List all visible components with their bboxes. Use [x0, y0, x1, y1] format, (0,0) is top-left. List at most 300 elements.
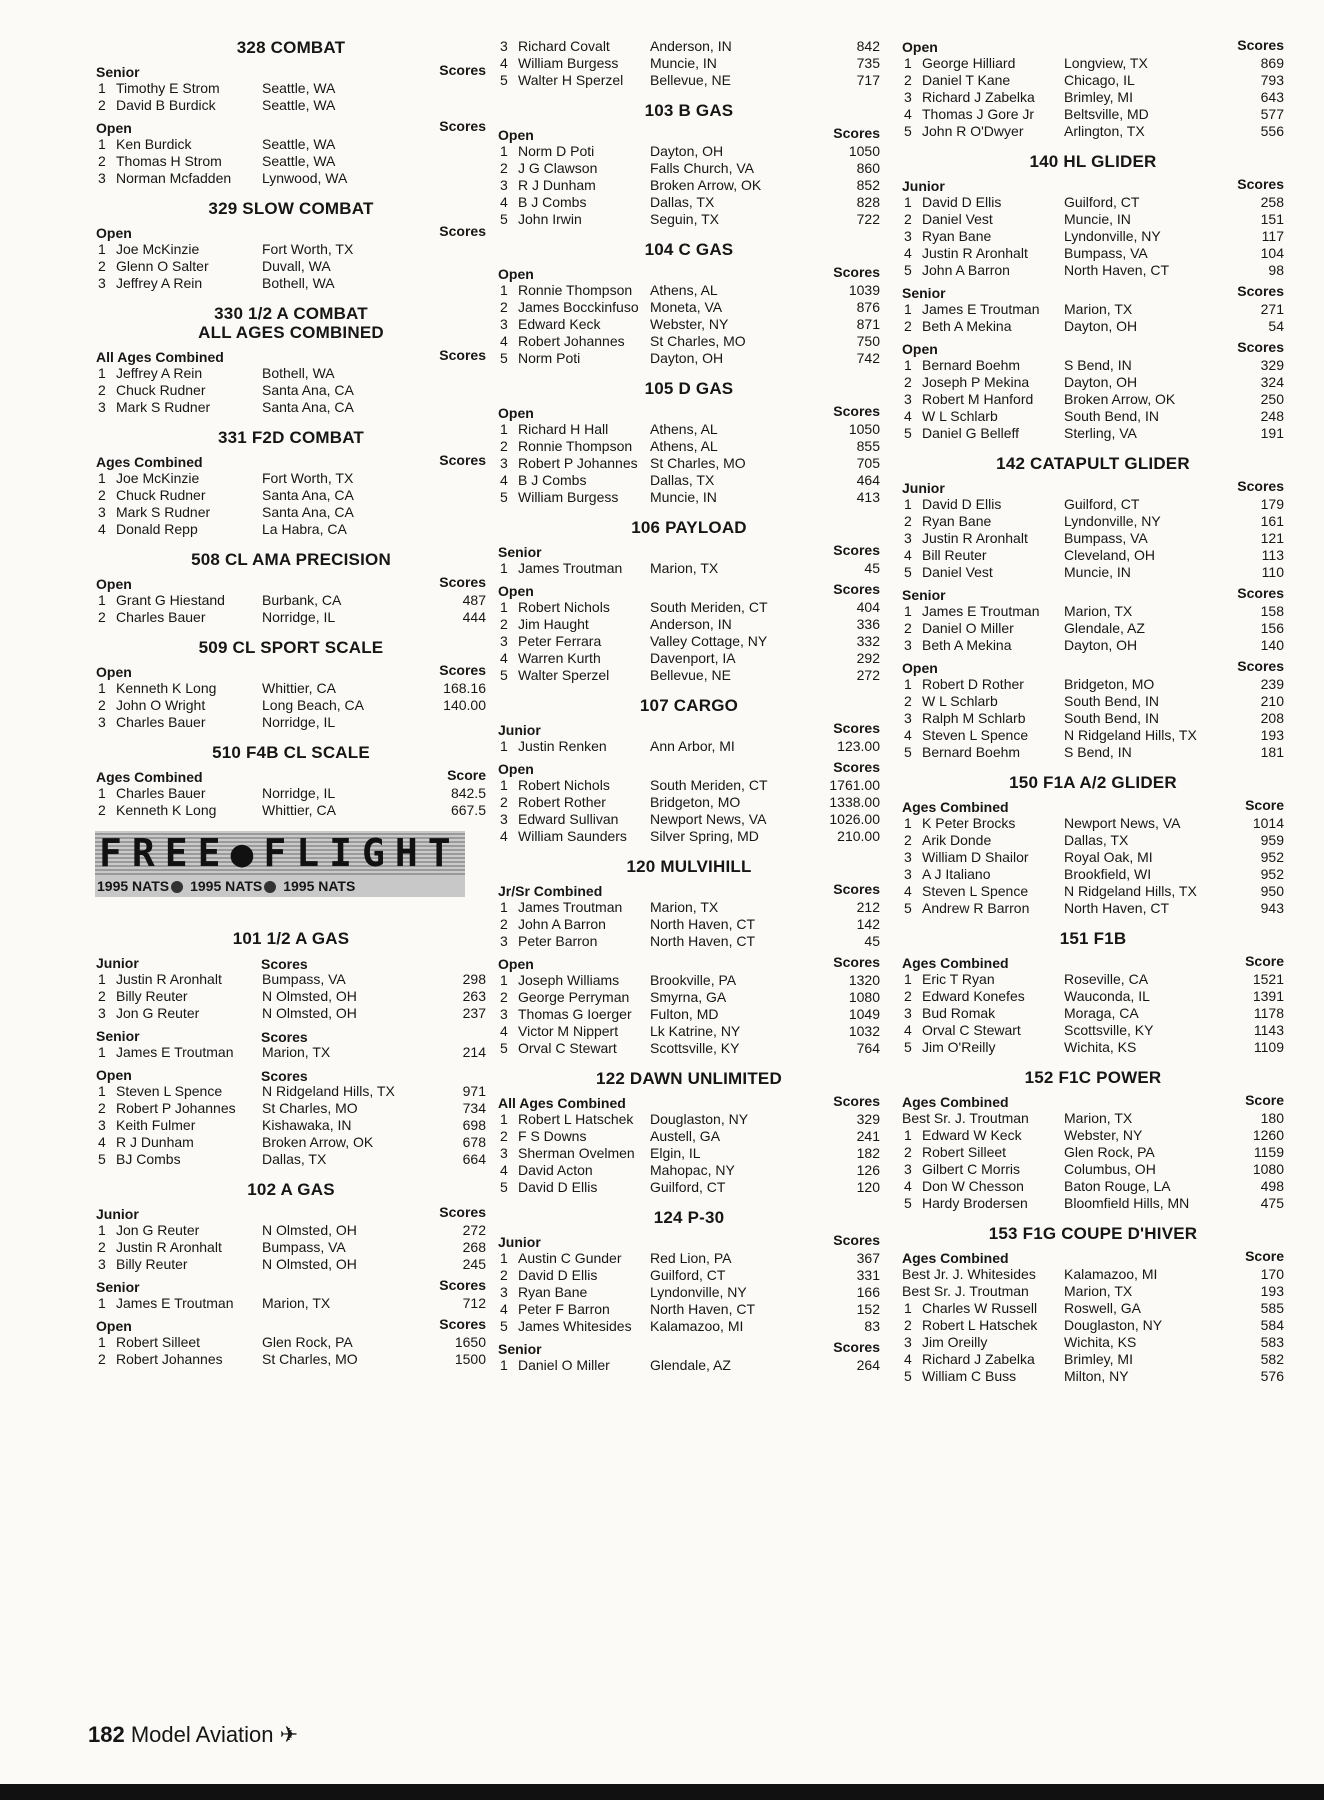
- scores-header: Scores: [833, 125, 880, 141]
- place: 5: [904, 123, 912, 139]
- score: 268: [462, 1239, 486, 1255]
- hometown: Bloomfield Hills, MN: [1064, 1195, 1190, 1211]
- score: 264: [856, 1357, 880, 1373]
- score: 971: [462, 1083, 486, 1099]
- competitor-name: Ryan Bane: [922, 228, 992, 244]
- event-section-122-dawn-unlimited: [498, 1069, 880, 1196]
- result-row: [902, 245, 1284, 262]
- score: 722: [856, 211, 880, 227]
- result-row: [498, 599, 880, 616]
- place: 5: [904, 1368, 912, 1384]
- event-section-329-slow-combat: [96, 199, 486, 292]
- hometown: Milton, NY: [1064, 1368, 1129, 1384]
- class-group-open: [902, 38, 1284, 140]
- hometown: N Ridgeland Hills, TX: [262, 1083, 395, 1099]
- score: 712: [462, 1295, 486, 1311]
- event-section-510-f4b-cl-scale: [96, 743, 486, 819]
- scores-header: Score: [447, 767, 486, 783]
- result-row: [498, 421, 880, 438]
- class-group-open: [498, 404, 880, 506]
- place: 3: [904, 866, 912, 882]
- place: 2: [904, 693, 912, 709]
- competitor-name: Bernard Boehm: [922, 357, 1021, 373]
- place: 2: [98, 487, 106, 503]
- class-header: [96, 575, 486, 592]
- result-row: [902, 676, 1284, 693]
- place: 5: [500, 667, 508, 683]
- place: 3: [904, 1161, 912, 1177]
- score: 126: [856, 1162, 880, 1178]
- score: 98: [1268, 262, 1284, 278]
- place: 2: [500, 616, 508, 632]
- score: 158: [1260, 603, 1284, 619]
- competitor-name: Richard Covalt: [518, 38, 610, 54]
- event-section-330-1-2-a-combat-all-ages-combined: [96, 304, 486, 416]
- place: 3: [98, 1117, 106, 1133]
- hometown: Brookville, PA: [650, 972, 737, 988]
- class-label: Open: [498, 405, 534, 421]
- competitor-name: John Irwin: [518, 211, 582, 227]
- scores-header: Scores: [261, 956, 308, 972]
- result-row: [498, 1267, 880, 1284]
- competitor-name: Daniel Vest: [922, 211, 993, 227]
- event-title: 124 P-30: [653, 1208, 725, 1227]
- class-header: [902, 38, 1284, 55]
- event-title: 103 B GAS: [644, 101, 734, 120]
- scores-header: Scores: [833, 1093, 880, 1109]
- event-title: 152 F1C POWER: [1024, 1068, 1162, 1087]
- place: 3: [904, 1334, 912, 1350]
- place: 3: [98, 275, 106, 291]
- competitor-name: William C Buss: [922, 1368, 1017, 1384]
- event-section-105-d-gas: [498, 379, 880, 506]
- competitor-name: Eric T Ryan: [922, 971, 995, 987]
- score: 142: [856, 916, 880, 932]
- event-section-124-p-30: [498, 1208, 880, 1374]
- hometown: Marion, TX: [1064, 1283, 1133, 1299]
- score: 168.16: [443, 680, 486, 696]
- hometown: Roswell, GA: [1064, 1300, 1142, 1316]
- hometown: North Haven, CT: [650, 933, 756, 949]
- hometown: N Ridgeland Hills, TX: [1064, 727, 1197, 743]
- competitor-name: Robert L Hatschek: [518, 1111, 634, 1127]
- score: 271: [1260, 301, 1284, 317]
- class-label: Junior: [96, 955, 139, 971]
- place: 2: [98, 153, 106, 169]
- place: 1: [500, 1357, 508, 1373]
- event-title: 508 CL AMA PRECISION: [191, 550, 391, 569]
- score: 487: [462, 592, 486, 608]
- result-row: [902, 1317, 1284, 1334]
- competitor-name: John A Barron: [518, 916, 606, 932]
- place: 2: [500, 1128, 508, 1144]
- place: 1: [904, 676, 912, 692]
- score: 698: [462, 1117, 486, 1133]
- score: 943: [1260, 900, 1284, 916]
- hometown: Dallas, TX: [262, 1151, 327, 1167]
- class-header: [96, 954, 486, 971]
- result-row: [902, 815, 1284, 832]
- hometown: Columbus, OH: [1064, 1161, 1156, 1177]
- competitor-name: Justin R Aronhalt: [116, 971, 222, 987]
- competitor-name: Justin R Aronhalt: [922, 530, 1028, 546]
- event-section-101-1-2-a-gas: [96, 929, 486, 1168]
- class-header: [96, 1066, 486, 1083]
- result-row: [498, 972, 880, 989]
- place: 5: [500, 1318, 508, 1334]
- score: 182: [856, 1145, 880, 1161]
- hometown: Red Lion, PA: [650, 1250, 732, 1266]
- result-row: [498, 282, 880, 299]
- place: 4: [904, 547, 912, 563]
- score: 166: [856, 1284, 880, 1300]
- result-row: [902, 530, 1284, 547]
- result-row: [96, 697, 486, 714]
- class-group-senior: [498, 543, 880, 577]
- score: 1521: [1252, 971, 1284, 987]
- result-row: [498, 560, 880, 577]
- competitor-name: Norm Poti: [518, 350, 581, 366]
- hometown: Muncie, IN: [1064, 564, 1131, 580]
- event-section-140-hl-glider: [902, 152, 1284, 442]
- score: 170: [1260, 1266, 1284, 1282]
- class-header: [498, 1094, 880, 1111]
- score: 577: [1260, 106, 1284, 122]
- result-row: [902, 1161, 1284, 1178]
- score: 576: [1260, 1368, 1284, 1384]
- class-header: [902, 1093, 1284, 1110]
- score: 250: [1260, 391, 1284, 407]
- result-row: [498, 1023, 880, 1040]
- result-row: [902, 971, 1284, 988]
- place: 4: [904, 1022, 912, 1038]
- scores-header: Scores: [439, 347, 486, 363]
- score: 329: [1260, 357, 1284, 373]
- place: 2: [904, 1317, 912, 1333]
- place: 1: [500, 899, 508, 915]
- competitor-name: Robert D Rother: [922, 676, 1024, 692]
- competitor-name: Joe McKinzie: [116, 241, 200, 257]
- result-row: [96, 382, 486, 399]
- competitor-name: Jon G Reuter: [116, 1222, 200, 1238]
- banner-title: FREE●FLIGHT: [99, 831, 461, 875]
- competitor-name: Bernard Boehm: [922, 744, 1021, 760]
- hometown: Bellevue, NE: [650, 667, 731, 683]
- result-row: [96, 170, 486, 187]
- hometown: Silver Spring, MD: [650, 828, 759, 844]
- score: 367: [856, 1250, 880, 1266]
- class-header: [498, 882, 880, 899]
- score: 1260: [1252, 1127, 1284, 1143]
- competitor-name: Beth A Mekina: [922, 318, 1012, 334]
- hometown: Guilford, CT: [1064, 496, 1140, 512]
- result-row: [96, 521, 486, 538]
- result-row: [96, 609, 486, 626]
- place: 2: [98, 802, 106, 818]
- score: 667.5: [450, 802, 486, 818]
- result-row: [498, 916, 880, 933]
- hometown: Athens, AL: [650, 438, 718, 454]
- result-row: [902, 710, 1284, 727]
- place: 4: [500, 333, 508, 349]
- score: 750: [856, 333, 880, 349]
- competitor-name: Timothy E Strom: [116, 80, 220, 96]
- place: 2: [98, 258, 106, 274]
- scores-header: Scores: [261, 1029, 308, 1045]
- result-row: [96, 258, 486, 275]
- hometown: Wauconda, IL: [1064, 988, 1150, 1004]
- event-title: 150 F1A A/2 GLIDER: [1009, 773, 1177, 792]
- scores-header: Scores: [1237, 37, 1284, 53]
- result-row: [902, 1039, 1284, 1056]
- event-title: 142 CATAPULT GLIDER: [996, 454, 1190, 473]
- hometown: Fort Worth, TX: [262, 241, 354, 257]
- class-group-open: [902, 340, 1284, 442]
- competitor-name: Robert M Hanford: [922, 391, 1034, 407]
- result-row: [902, 988, 1284, 1005]
- competitor-name: Justin R Aronhalt: [116, 1239, 222, 1255]
- class-label: All Ages Combined: [498, 1095, 626, 1111]
- hometown: Seattle, WA: [262, 153, 336, 169]
- competitor-name: Walter Sperzel: [518, 667, 610, 683]
- competitor-name: Walter H Sperzel: [518, 72, 624, 88]
- competitor-name: Billy Reuter: [116, 1256, 188, 1272]
- class-label: Ages Combined: [96, 769, 203, 785]
- hometown: Royal Oak, MI: [1064, 849, 1153, 865]
- class-label: Jr/Sr Combined: [498, 883, 603, 899]
- class-header: [498, 1233, 880, 1250]
- hometown: Seguin, TX: [650, 211, 720, 227]
- competitor-name: Thomas G Ioerger: [518, 1006, 632, 1022]
- result-row: [902, 564, 1284, 581]
- score: 336: [856, 616, 880, 632]
- place: 3: [500, 177, 508, 193]
- hometown: S Bend, IN: [1064, 744, 1132, 760]
- result-row: [902, 1283, 1284, 1300]
- place: 2: [904, 832, 912, 848]
- hometown: Scottsville, KY: [650, 1040, 740, 1056]
- hometown: Dayton, OH: [1064, 374, 1138, 390]
- scores-header: Scores: [1237, 339, 1284, 355]
- hometown: Bellevue, NE: [650, 72, 731, 88]
- hometown: Dayton, OH: [1064, 318, 1138, 334]
- competitor-name: David B Burdick: [116, 97, 216, 113]
- competitor-name: Orval C Stewart: [518, 1040, 617, 1056]
- result-row: [96, 80, 486, 97]
- place: 4: [500, 472, 508, 488]
- class-header: [96, 663, 486, 680]
- hometown: Dallas, TX: [650, 472, 715, 488]
- result-row: [902, 900, 1284, 917]
- hometown: Sterling, VA: [1064, 425, 1137, 441]
- class-group-junior: [96, 1205, 486, 1273]
- class-group-junior: [902, 479, 1284, 581]
- place: 5: [500, 1040, 508, 1056]
- class-label: Senior: [498, 1341, 542, 1357]
- class-label: Ages Combined: [902, 799, 1009, 815]
- place: 3: [500, 633, 508, 649]
- place: 3: [500, 1006, 508, 1022]
- hometown: North Haven, CT: [1064, 262, 1170, 278]
- competitor-name: Edward Konefes: [922, 988, 1025, 1004]
- place: 5: [500, 489, 508, 505]
- place: 3: [500, 933, 508, 949]
- place: 2: [98, 697, 106, 713]
- class-group-jr-sr-combined: [498, 882, 880, 950]
- competitor-name: Joe McKinzie: [116, 470, 200, 486]
- score: 764: [856, 1040, 880, 1056]
- place: 4: [500, 1023, 508, 1039]
- result-row: [96, 1151, 486, 1168]
- competitor-name: Charles Bauer: [116, 785, 206, 801]
- hometown: Santa Ana, CA: [262, 399, 354, 415]
- class-label: Junior: [96, 1206, 139, 1222]
- result-row: [498, 438, 880, 455]
- place: 3: [500, 1284, 508, 1300]
- class-header: [902, 954, 1284, 971]
- event-title: 101 1/2 A GAS: [232, 929, 350, 948]
- hometown: Long Beach, CA: [262, 697, 364, 713]
- place: 5: [500, 72, 508, 88]
- result-row: [902, 374, 1284, 391]
- place: 2: [904, 988, 912, 1004]
- class-group-senior: [96, 1278, 486, 1312]
- hometown: Lynwood, WA: [262, 170, 348, 186]
- class-label: Senior: [498, 544, 542, 560]
- place: 2: [904, 1144, 912, 1160]
- place: 2: [904, 72, 912, 88]
- hometown: Guilford, CT: [650, 1267, 726, 1283]
- score: 1049: [848, 1006, 880, 1022]
- place: 4: [904, 106, 912, 122]
- class-label: Junior: [902, 480, 945, 496]
- place: 5: [904, 900, 912, 916]
- score: 842.5: [450, 785, 486, 801]
- event-section-120-mulvihill: [498, 857, 880, 1057]
- result-row: [96, 1295, 486, 1312]
- class-label: Open: [498, 761, 534, 777]
- class-header: [498, 265, 880, 282]
- place: 1: [904, 603, 912, 619]
- place: 3: [904, 530, 912, 546]
- hometown: Kalamazoo, MI: [650, 1318, 744, 1334]
- result-row: [498, 667, 880, 684]
- column-2: [498, 38, 880, 1386]
- competitor-name: David D Ellis: [922, 496, 1002, 512]
- result-row: [498, 811, 880, 828]
- class-header: [96, 224, 486, 241]
- score: 855: [856, 438, 880, 454]
- competitor-name: BJ Combs: [116, 1151, 181, 1167]
- result-row: [96, 487, 486, 504]
- place: 4: [98, 1134, 106, 1150]
- hometown: Newport News, VA: [650, 811, 767, 827]
- competitor-name: Peter Barron: [518, 933, 598, 949]
- hometown: Seattle, WA: [262, 136, 336, 152]
- hometown: North Haven, CT: [650, 1301, 756, 1317]
- result-row: [96, 1222, 486, 1239]
- scores-header: Scores: [439, 62, 486, 78]
- hometown: Seattle, WA: [262, 97, 336, 113]
- competitor-name: Robert Nichols: [518, 777, 610, 793]
- result-row: [902, 123, 1284, 140]
- place: 2: [98, 1351, 106, 1367]
- competitor-name: Gilbert C Morris: [922, 1161, 1021, 1177]
- place: 1: [98, 241, 106, 257]
- hometown: Webster, NY: [650, 316, 729, 332]
- class-group-open: [902, 659, 1284, 761]
- hometown: Baton Rouge, LA: [1064, 1178, 1171, 1194]
- hometown: Athens, AL: [650, 421, 718, 437]
- hometown: South Meriden, CT: [650, 599, 768, 615]
- scores-header: Scores: [833, 403, 880, 419]
- hometown: Glen Rock, PA: [1064, 1144, 1155, 1160]
- place: 2: [904, 318, 912, 334]
- score: 214: [462, 1044, 486, 1060]
- arrow-icon: ✈: [279, 1722, 299, 1747]
- place: 4: [904, 1178, 912, 1194]
- competitor-name: Jim O'Reilly: [922, 1039, 996, 1055]
- result-row: [498, 738, 880, 755]
- place: 1: [904, 971, 912, 987]
- competitor-name: Ryan Bane: [518, 1284, 588, 1300]
- place: 2: [98, 1239, 106, 1255]
- score: 793: [1260, 72, 1284, 88]
- competitor-name: James E Troutman: [116, 1295, 234, 1311]
- result-row: [498, 1179, 880, 1196]
- result-row: [902, 1351, 1284, 1368]
- score: 556: [1260, 123, 1284, 139]
- place: 3: [904, 1005, 912, 1021]
- place: 2: [904, 513, 912, 529]
- score: 1080: [848, 989, 880, 1005]
- class-header: [498, 721, 880, 738]
- competitor-name: A J Italiano: [922, 866, 991, 882]
- class-group-ages-combined: [902, 1093, 1284, 1212]
- competitor-name: Steven L Spence: [922, 727, 1029, 743]
- result-row: [902, 496, 1284, 513]
- score: 952: [1260, 849, 1284, 865]
- competitor-name: John O Wright: [116, 697, 206, 713]
- hometown: Bridgeton, MO: [650, 794, 741, 810]
- place: 4: [500, 828, 508, 844]
- event-section-151-f1b: [902, 929, 1284, 1056]
- class-group-senior: [902, 586, 1284, 654]
- place: 2: [500, 438, 508, 454]
- class-header: [96, 1278, 486, 1295]
- place: 1: [98, 592, 106, 608]
- place: 3: [500, 455, 508, 471]
- class-label: Senior: [902, 285, 946, 301]
- result-row: [498, 211, 880, 228]
- result-row: [902, 1266, 1284, 1283]
- competitor-name: F S Downs: [518, 1128, 587, 1144]
- result-row: [902, 106, 1284, 123]
- result-row: [498, 455, 880, 472]
- event-title: 331 F2D COMBAT: [217, 428, 365, 447]
- place: 2: [500, 1267, 508, 1283]
- competitor-name: Peter Ferrara: [518, 633, 602, 649]
- score: 1178: [1253, 1005, 1284, 1021]
- banner-subtitle-item: 1995 NATS: [97, 878, 170, 894]
- result-row: [902, 357, 1284, 374]
- competitor-name: James Troutman: [518, 899, 623, 915]
- competitor-name: Ralph M Schlarb: [922, 710, 1026, 726]
- class-label: Ages Combined: [902, 1250, 1009, 1266]
- competitor-name: Robert Nichols: [518, 599, 610, 615]
- hometown: South Bend, IN: [1064, 408, 1159, 424]
- hometown: Whittier, CA: [262, 802, 336, 818]
